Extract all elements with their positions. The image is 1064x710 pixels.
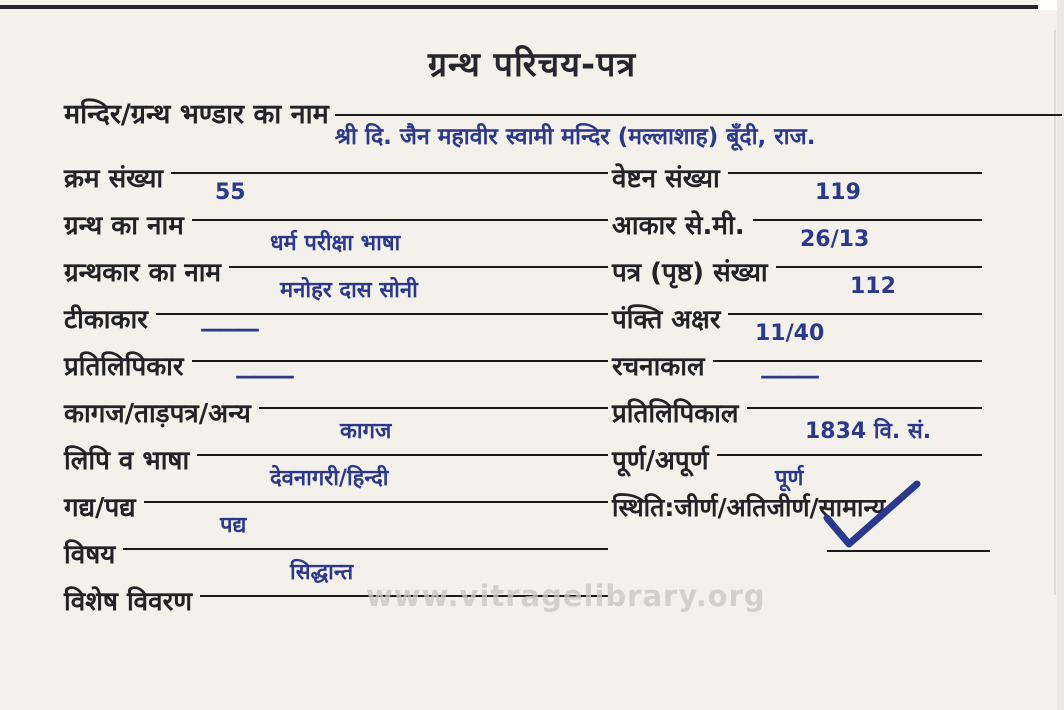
field-label: गद्य/पद्य bbox=[64, 493, 136, 523]
field-value: 55 bbox=[215, 180, 246, 205]
field-label: क्रम संख्या bbox=[64, 164, 164, 194]
form-row bbox=[612, 163, 982, 210]
ruled-line bbox=[171, 172, 608, 174]
field-label: लिपि व भाषा bbox=[64, 446, 190, 476]
field-value: कागज bbox=[340, 419, 392, 444]
status-label-prefix: स्थिति:जीर्ण/अतिजीर्ण/ bbox=[612, 493, 819, 522]
field-label: प्रतिलिपिकार bbox=[64, 352, 184, 382]
checkmark-icon bbox=[805, 478, 931, 550]
form-row bbox=[612, 210, 982, 257]
field-label: रचनाकाल bbox=[612, 352, 705, 382]
ruled-line bbox=[713, 360, 982, 362]
field-value: ——— bbox=[760, 364, 817, 389]
field-label: पत्र (पृष्ठ) संख्या bbox=[612, 258, 768, 288]
field-label: विषय bbox=[64, 540, 116, 570]
ruled-line bbox=[259, 407, 608, 409]
temple-name-row bbox=[64, 98, 1062, 151]
ruled-line bbox=[156, 313, 608, 315]
field-value: धर्म परीक्षा भाषा bbox=[270, 231, 401, 256]
field-label: वेष्टन संख्या bbox=[612, 164, 720, 194]
left-column bbox=[64, 163, 608, 633]
form-row bbox=[64, 210, 608, 257]
watermark-text: www.vitragelibrary.org bbox=[366, 579, 766, 613]
temple-name-line bbox=[335, 114, 1062, 151]
field-value: सिद्धान्त bbox=[290, 560, 354, 585]
page-title: ग्रन्थ परिचय-पत्र bbox=[427, 45, 637, 85]
temple-name-label: मन्दिर/ग्रन्थ भण्डार का नाम bbox=[64, 99, 329, 130]
form-row bbox=[64, 492, 608, 539]
ruled-line bbox=[192, 219, 608, 221]
temple-name-value: श्री दि. जैन महावीर स्वामी मन्दिर (मल्लाशाह) बूँदी, राज. bbox=[334, 124, 816, 150]
form-row bbox=[64, 304, 608, 351]
ruled-line bbox=[192, 360, 608, 362]
field-value: 11/40 bbox=[755, 321, 825, 346]
status-underline bbox=[827, 550, 990, 552]
form-row bbox=[64, 398, 608, 445]
field-label: प्रतिलिपिकाल bbox=[612, 399, 739, 429]
field-value: ——— bbox=[200, 317, 257, 342]
field-label: विशेष विवरण bbox=[64, 587, 193, 617]
field-label: कागज/ताड़पत्र/अन्य bbox=[64, 399, 251, 429]
field-value: 119 bbox=[815, 180, 861, 205]
form-row bbox=[64, 445, 608, 492]
form-row-status bbox=[612, 492, 982, 539]
field-label: पंक्ति अक्षर bbox=[612, 305, 721, 335]
ruled-line bbox=[229, 266, 608, 268]
field-value: ——— bbox=[235, 364, 292, 389]
ruled-line bbox=[717, 454, 983, 456]
field-label: ग्रन्थकार का नाम bbox=[64, 258, 222, 288]
status-checked-option: सामान्य bbox=[819, 492, 886, 523]
form-row bbox=[612, 398, 982, 445]
field-label: टीकाकार bbox=[64, 305, 148, 335]
form-row bbox=[64, 163, 608, 210]
field-label: पूर्ण/अपूर्ण bbox=[612, 446, 709, 476]
field-value: पूर्ण bbox=[775, 466, 804, 491]
form-row bbox=[612, 257, 982, 304]
ruled-line bbox=[123, 548, 608, 550]
scan-top-edge bbox=[0, 5, 1052, 9]
field-value: 112 bbox=[850, 274, 896, 299]
ruled-line bbox=[753, 219, 982, 221]
ruled-line bbox=[776, 266, 982, 268]
right-column bbox=[612, 163, 982, 539]
status-label bbox=[612, 492, 885, 523]
field-label: आकार से.मी. bbox=[612, 211, 745, 241]
field-value: 26/13 bbox=[800, 227, 870, 252]
ruled-line bbox=[144, 501, 608, 503]
field-value: पद्य bbox=[220, 513, 247, 538]
field-label: ग्रन्थ का नाम bbox=[64, 211, 184, 241]
form-row bbox=[64, 257, 608, 304]
ruled-line bbox=[728, 313, 982, 315]
form-row bbox=[64, 351, 608, 398]
right-rows-container bbox=[612, 163, 982, 492]
field-value: देवनागरी/हिन्दी bbox=[270, 466, 389, 491]
field-value: 1834 वि. सं. bbox=[805, 419, 932, 444]
form-row bbox=[612, 351, 982, 398]
ruled-line bbox=[747, 407, 982, 409]
ruled-line bbox=[197, 454, 608, 456]
ruled-line bbox=[728, 172, 982, 174]
field-value: मनोहर दास सोनी bbox=[280, 278, 418, 303]
form-row bbox=[612, 304, 982, 351]
